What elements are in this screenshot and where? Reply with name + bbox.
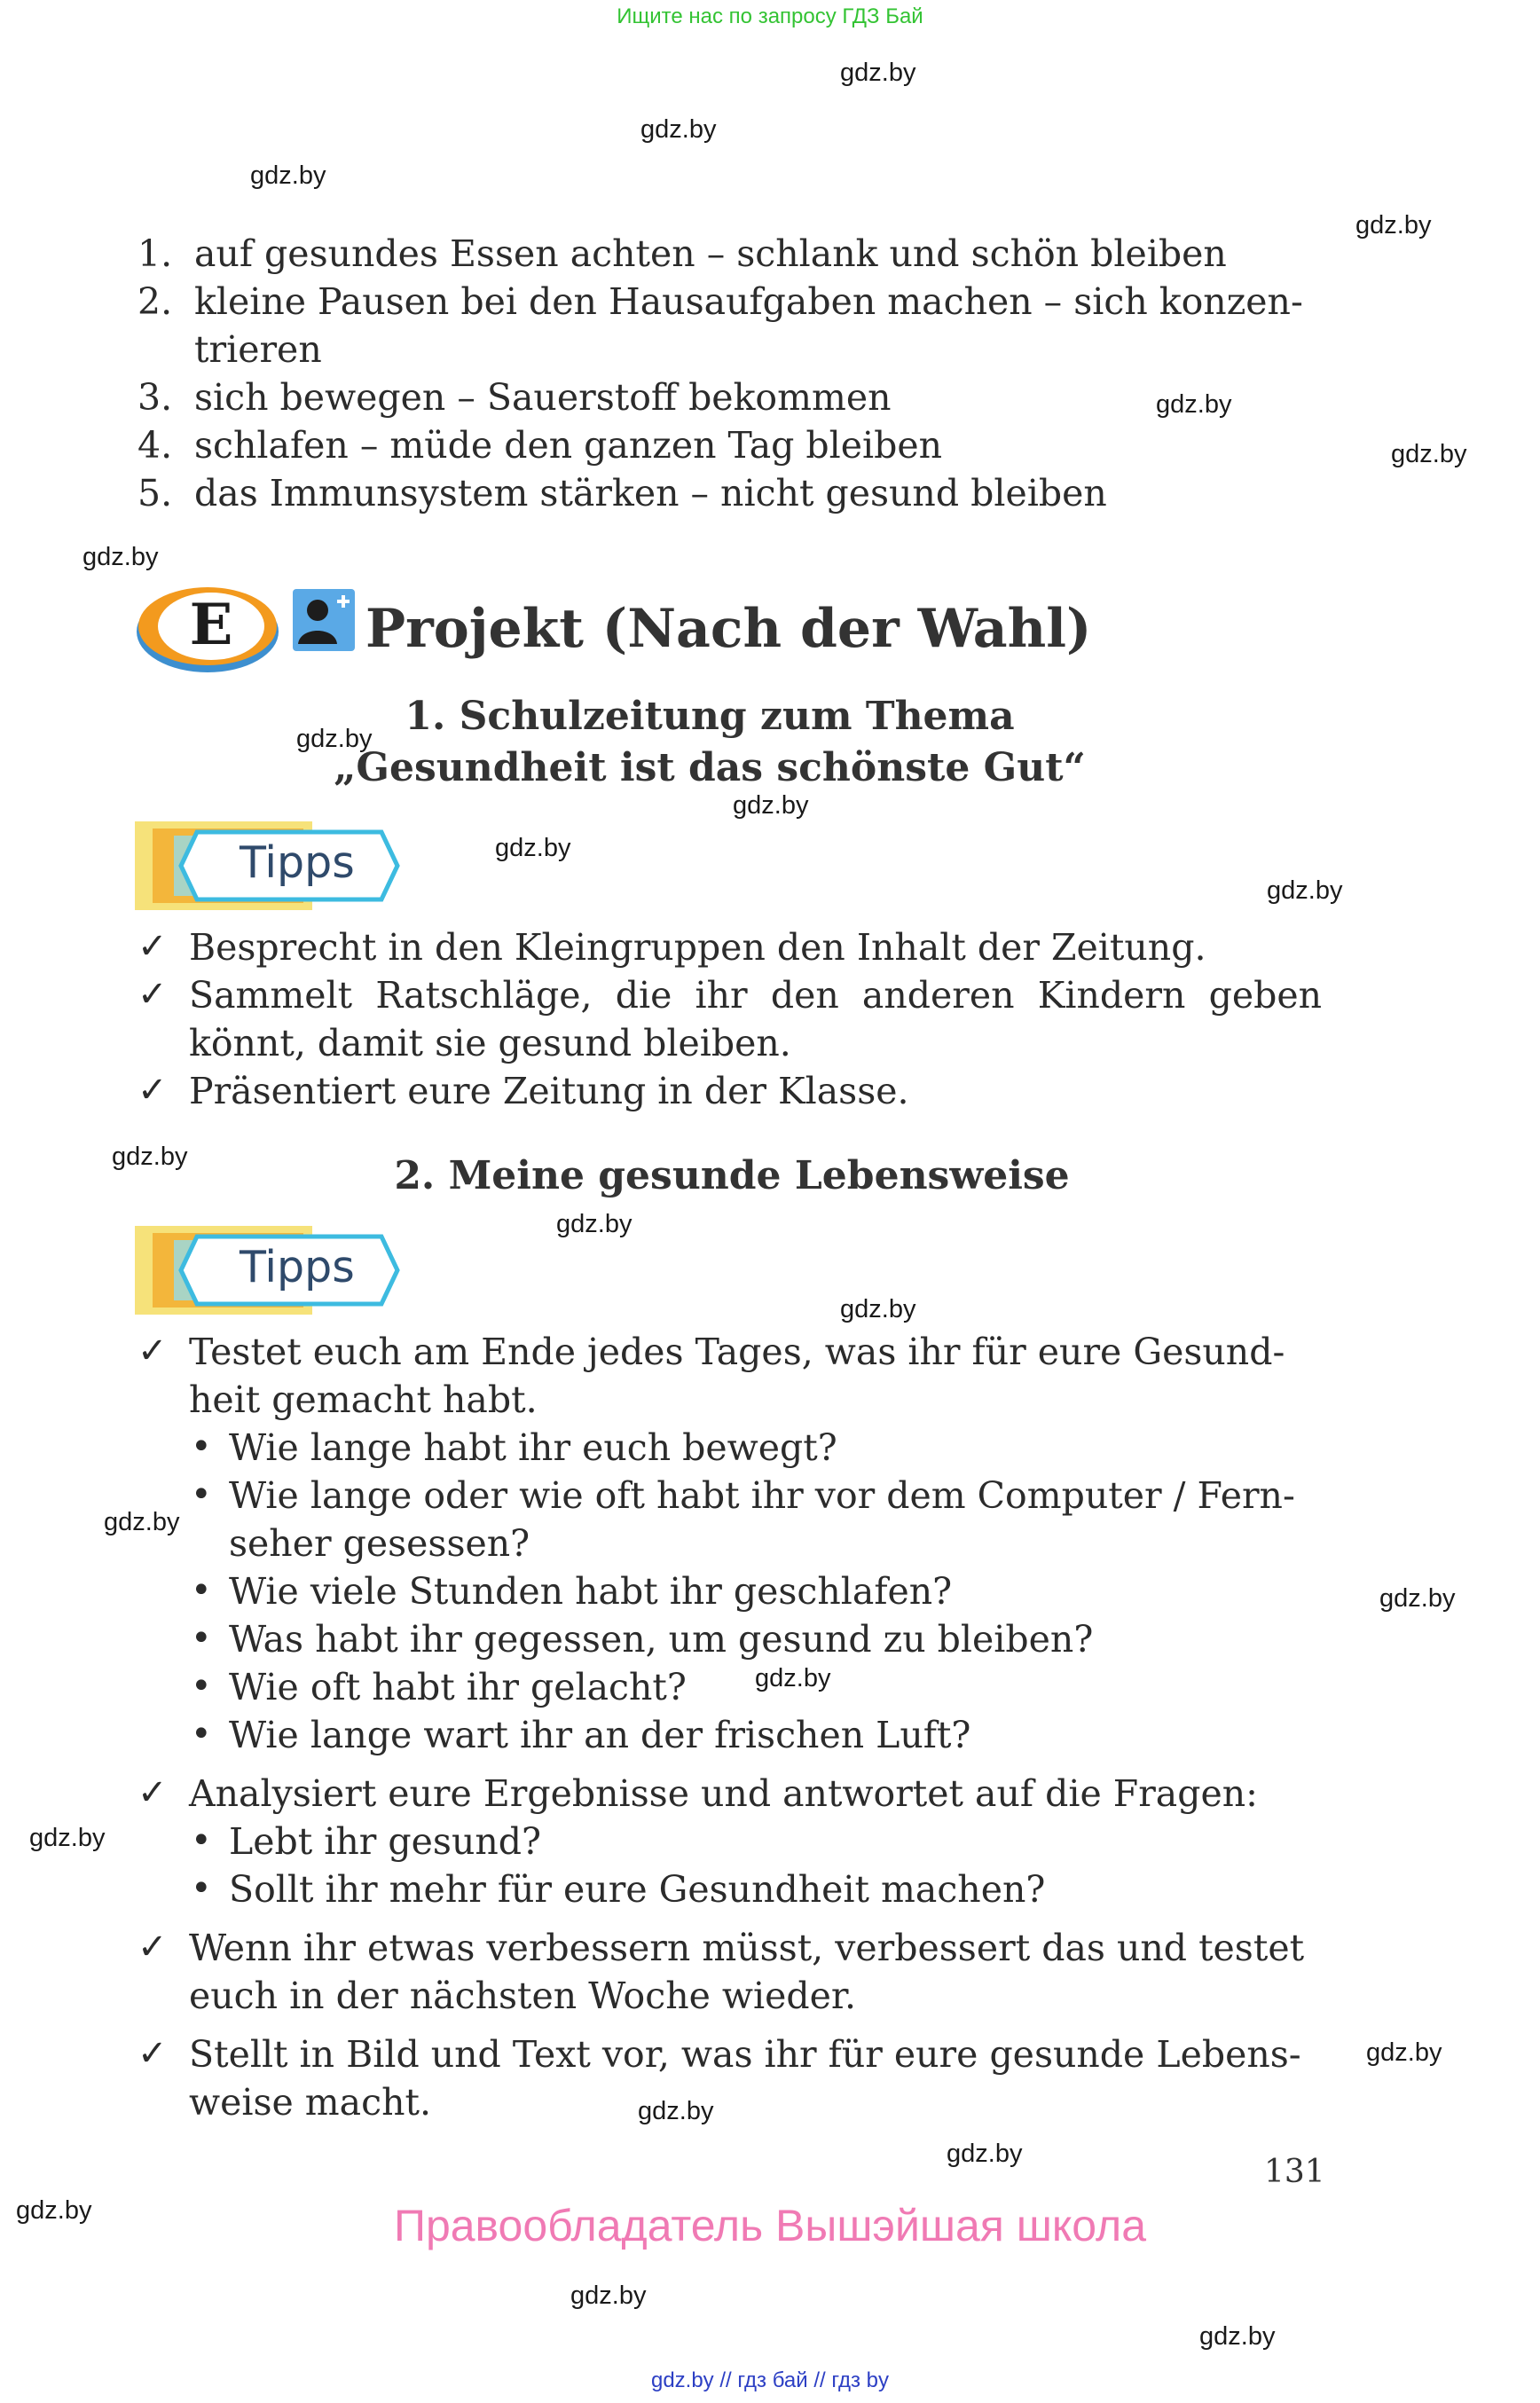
bullet-icon: •: [191, 1618, 212, 1659]
project1-heading-line1: 1. Schulzeitung zum Thema: [405, 694, 1015, 739]
watermark: gdz.by: [733, 791, 809, 820]
list-item: Lebt ihr gesund?: [229, 1820, 541, 1863]
copyright: Правообладатель Вышэйшая школа: [394, 2201, 1146, 2250]
watermark: gdz.by: [16, 2196, 92, 2225]
bullet-icon: •: [191, 1666, 212, 1707]
watermark: gdz.by: [840, 59, 916, 87]
check-icon: ✓: [138, 1070, 168, 1111]
check-icon: ✓: [138, 1927, 168, 1967]
watermark: gdz.by: [1355, 211, 1432, 240]
watermark: gdz.by: [1366, 2038, 1442, 2067]
list-item: Wenn ihr etwas verbessern müsst, verbessert das und testet: [189, 1927, 1305, 1969]
list-item: Stellt in Bild und Text vor, was ihr für eure gesunde Lebens-: [189, 2033, 1301, 2076]
list-item: könnt, damit sie gesund bleiben.: [189, 1022, 791, 1064]
project2-heading: 2. Meine gesunde Lebensweise: [394, 1153, 1070, 1198]
watermark: gdz.by: [296, 725, 373, 753]
tipps-label: Tipps: [240, 837, 355, 888]
watermark: gdz.by: [1379, 1584, 1456, 1613]
check-icon: ✓: [138, 1331, 168, 1371]
list-item: 2. kleine Pausen bei den Hausaufgaben machen – sich konzen-: [138, 280, 1303, 323]
list-item: Testet euch am Ende jedes Tages, was ihr für eure Gesund-: [189, 1331, 1285, 1373]
watermark: gdz.by: [840, 1295, 916, 1323]
project1-heading-line2: „Gesundheit ist das schönste Gut“: [334, 745, 1086, 790]
tipps-badge: [135, 1221, 405, 1318]
watermark: gdz.by: [250, 161, 326, 190]
list-item: Sollt ihr mehr für eure Gesundheit machen?: [229, 1868, 1046, 1911]
list-item: weise macht.: [189, 2081, 432, 2124]
list-item: Was habt ihr gegessen, um gesund zu bleiben?: [229, 1618, 1094, 1661]
tipps-badge: [135, 816, 405, 914]
watermark: gdz.by: [29, 1824, 106, 1852]
list-item: 1. auf gesundes Essen achten – schlank und schön bleiben: [138, 232, 1227, 275]
footer-links[interactable]: gdz.by // гдз бай // гдз by: [650, 2368, 890, 2392]
section-title: Projekt (Nach der Wahl): [365, 598, 1092, 660]
watermark: gdz.by: [82, 543, 159, 571]
watermark: gdz.by: [570, 2281, 647, 2310]
watermark: gdz.by: [947, 2140, 1023, 2168]
check-icon: ✓: [138, 2033, 168, 2074]
list-item: Wie lange habt ihr euch bewegt?: [229, 1426, 837, 1469]
list-item: 4. schlafen – müde den ganzen Tag bleiben: [138, 424, 943, 467]
bullet-icon: •: [191, 1570, 212, 1611]
list-item: Besprecht in den Kleingruppen den Inhalt der Zeitung.: [189, 926, 1206, 969]
bullet-icon: •: [191, 1868, 212, 1909]
list-item: 5. das Immunsystem stärken – nicht gesund bleiben: [138, 472, 1107, 514]
list-item: Wie viele Stunden habt ihr geschlafen?: [229, 1570, 953, 1613]
check-icon: ✓: [138, 926, 168, 967]
badge-letter: E: [189, 592, 233, 658]
watermark: gdz.by: [1267, 876, 1343, 905]
watermark: gdz.by: [112, 1143, 188, 1171]
list-item: 3. sich bewegen – Sauerstoff bekommen: [138, 376, 892, 419]
watermark: gdz.by: [556, 1210, 632, 1238]
page-number: 131: [1264, 2154, 1325, 2190]
add-person-icon: [293, 589, 355, 651]
list-item: seher gesessen?: [229, 1522, 530, 1565]
section-badge: [133, 580, 293, 676]
check-icon: ✓: [138, 974, 168, 1015]
list-item: Wie lange wart ihr an der frischen Luft?: [229, 1714, 971, 1756]
watermark: gdz.by: [638, 2097, 714, 2125]
watermark: gdz.by: [1156, 390, 1232, 419]
list-item: trieren: [194, 328, 322, 371]
top-banner[interactable]: Ищите нас по запросу ГДЗ Бай: [617, 4, 923, 28]
check-icon: ✓: [138, 1772, 168, 1813]
list-item: Sammelt Ratschläge, die ihr den anderen Kindern geben: [189, 974, 1322, 1017]
bullet-icon: •: [191, 1820, 212, 1861]
list-item: Wie lange oder wie oft habt ihr vor dem Computer / Fern-: [229, 1474, 1295, 1517]
list-item: Analysiert eure Ergebnisse und antwortet auf die Fragen:: [189, 1772, 1258, 1815]
tipps-label: Tipps: [240, 1242, 355, 1292]
list-item: heit gemacht habt.: [189, 1378, 538, 1421]
list-item: euch in der nächsten Woche wieder.: [189, 1975, 857, 2017]
list-item: Wie oft habt ihr gelacht?: [229, 1666, 687, 1708]
bullet-icon: •: [191, 1426, 212, 1467]
watermark: gdz.by: [104, 1508, 180, 1536]
watermark: gdz.by: [1199, 2322, 1276, 2351]
list-item: Präsentiert eure Zeitung in der Klasse.: [189, 1070, 909, 1112]
bullet-icon: •: [191, 1714, 212, 1755]
watermark: gdz.by: [755, 1664, 831, 1692]
watermark: gdz.by: [495, 834, 571, 862]
watermark: gdz.by: [640, 115, 717, 144]
bullet-icon: •: [191, 1474, 212, 1515]
watermark: gdz.by: [1391, 440, 1467, 468]
